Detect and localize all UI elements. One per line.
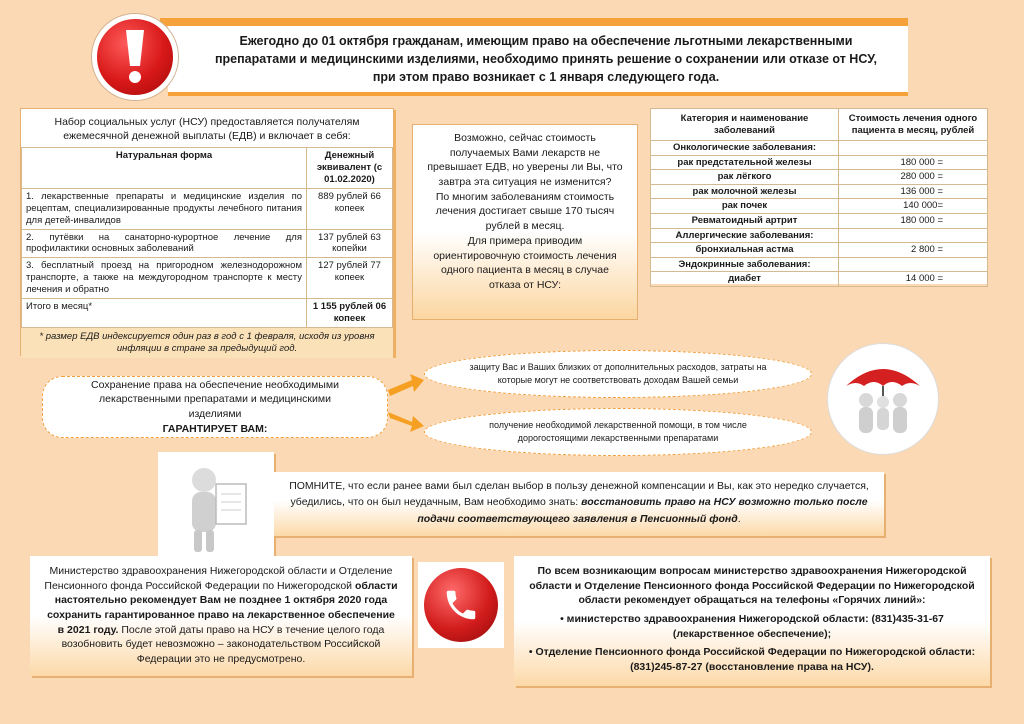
disease-cost: 140 000=: [839, 199, 988, 214]
disease-name: бронхиальная астма: [651, 243, 839, 258]
warning-text-1: Возможно, сейчас стоимость получаемых Вами лекарств не превышает ЕДВ, но уверены ли Вы, что завтра эта ситуация не изменится?: [427, 132, 623, 189]
remember-end: .: [737, 512, 741, 525]
nsu-info-block: [20, 108, 394, 356]
table-row: [22, 148, 393, 189]
disease-name: диабет: [651, 272, 839, 287]
guarantee-strong: ГАРАНТИРУЕТ ВАМ:: [162, 422, 268, 435]
phone-icon-box: [418, 562, 504, 648]
arrows-icon: [386, 368, 426, 438]
remember-emphasis: восстановить право на НСУ возможно только после подачи соответствующего заявления в Пенсионный фонд: [417, 496, 868, 525]
exclamation-icon: [92, 14, 178, 100]
cost-warning-box: [412, 124, 638, 320]
warning-text-2: По многим заболеваниям стоимость лечения достигает свыше 170 тысяч рублей в месяц.: [435, 190, 615, 233]
header-accent-bar: [160, 18, 908, 26]
remember-text: ПОМНИТЕ, что если ранее вами был сделан выбор в пользу денежной компенсации и Вы, как это нередко случается, убедились, что он был неудачным, Вам необходимо знать:: [289, 480, 869, 509]
guarantee-item-1: [424, 350, 812, 398]
col-cost: Стоимость лечения одного пациента в месяц, рублей: [839, 109, 988, 141]
col-natural: Натуральная форма: [22, 148, 307, 189]
nsu-row-value: 889 рублей 66 копеек: [307, 188, 393, 229]
header-banner: [168, 26, 908, 96]
disease-name: рак предстательной железы: [651, 155, 839, 170]
table-row: [22, 229, 393, 258]
category-endocrine: Эндокринные заболевания:: [651, 257, 839, 272]
hotline-item-ministry: • министерство здравоохранения Нижегородской области: (831)435-31-67 (лекарственное обеспечение);: [560, 613, 944, 640]
umbrella-family-icon: [828, 344, 938, 454]
disease-cost: 136 000 =: [839, 184, 988, 199]
table-row: [651, 243, 988, 258]
disease-name: рак почек: [651, 199, 839, 214]
col-money: Денежный эквивалент (с 01.02.2020): [307, 148, 393, 189]
nsu-intro: Набор социальных услуг (НСУ) предоставляется получателям ежемесячной денежной выплаты (ЕДВ) и включает в себя:: [54, 116, 360, 143]
guarantee-item-text: защиту Вас и Ваших близких от дополнительных расходов, затраты на которые могут не соответствовать доходам Вашей семьи: [469, 361, 767, 385]
table-row: [651, 272, 988, 287]
nsu-row-value: 127 рублей 77 копеек: [307, 258, 393, 299]
category-oncology: Онкологические заболевания:: [651, 141, 839, 156]
nsu-total-value: 1 155 рублей 06 копеек: [307, 298, 393, 327]
hotline-intro: По всем возникающим вопросам министерство здравоохранения Нижегородской области и Отделение Пенсионного фонда Российской Федерации по Нижегородской области рекомендует обращаться на телефоны «Горячих линий»:: [529, 565, 975, 607]
nsu-row-text: 3. бесплатный проезд на пригородном железнодорожном транспорте, а также на междугородном транспорте к месту лечения и обратно: [22, 258, 307, 299]
guarantee-item-2: [424, 408, 812, 456]
hotline-box: [514, 556, 990, 686]
remember-box: [274, 472, 884, 536]
treatment-cost-block: [650, 108, 988, 284]
ministry-text-1: Министерство здравоохранения Нижегородской области и Отделение Пенсионного фонда Российской Федерации по Нижегородской: [44, 565, 393, 592]
ministry-recommendation-box: [30, 556, 412, 676]
table-row: [651, 184, 988, 199]
table-row: [651, 199, 988, 214]
nsu-row-text: 1. лекарственные препараты и медицинские изделия по рецептам, специализированные продукты лечебного питания для детей-инвалидов: [22, 188, 307, 229]
nsu-footnote: * размер ЕДВ индексируется один раз в год с 1 февраля, исходя из уровня инфляции в стране за предыдущий год.: [21, 328, 393, 359]
disease-cost: 280 000 =: [839, 170, 988, 185]
hotline-item-pension: • Отделение Пенсионного фонда Российской Федерации по Нижегородской области: (831)245-87-27 (восстановление права на НСУ).: [528, 646, 976, 674]
disease-name: рак лёгкого: [651, 170, 839, 185]
warning-text-3: Для примера приводим ориентировочную стоимость лечения одного пациента в месяц в случае отказа от НСУ:: [433, 234, 617, 291]
disease-cost: 180 000 =: [839, 155, 988, 170]
col-category: Категория и наименование заболеваний: [651, 109, 839, 141]
guarantee-text: Сохранение права на обеспечение необходимыми лекарственными препаратами и медицинскими изделиями: [91, 378, 339, 420]
table-row: [22, 188, 393, 229]
table-row: [22, 298, 393, 327]
disease-name: Ревматоидный артрит: [651, 213, 839, 228]
table-row: [651, 109, 988, 141]
disease-cost: 180 000 =: [839, 213, 988, 228]
guarantee-item-text: получение необходимой лекарственной помощи, в том числе дорогостоящими лекарственными препаратами: [489, 419, 747, 443]
nsu-row-value: 137 рублей 63 копейки: [307, 229, 393, 258]
table-row: [651, 228, 988, 243]
category-allergy: Аллергические заболевания:: [651, 228, 839, 243]
ministry-text-3: После этой даты право на НСУ в течение целого года возобновить будет невозможно – законодательством Российской Федерации это не предусмотрено.: [61, 623, 385, 666]
header-text: Ежегодно до 01 октября гражданам, имеющим право на обеспечение льготными лекарственными препаратами и медицинскими изделиями, необходимо принять решение о сохранении или отказе от НСУ, при этом право возникает с 1 января следующего года.: [214, 33, 878, 85]
person-document-icon: [158, 452, 274, 560]
table-row: [651, 155, 988, 170]
nsu-table: [21, 147, 393, 327]
table-row: [22, 258, 393, 299]
table-row: [651, 257, 988, 272]
table-row: [651, 213, 988, 228]
phone-icon: [424, 568, 498, 642]
disease-cost: 2 800 =: [839, 243, 988, 258]
nsu-row-text: 2. путёвки на санаторно-курортное лечение для профилактики основных заболеваний: [22, 229, 307, 258]
treatment-cost-table: [650, 108, 988, 287]
disease-cost: 14 000 =: [839, 272, 988, 287]
table-row: [651, 170, 988, 185]
nsu-total-label: Итого в месяц*: [22, 298, 307, 327]
disease-name: рак молочной железы: [651, 184, 839, 199]
guarantee-box: [42, 376, 388, 438]
table-row: [651, 141, 988, 156]
ministry-text-2: области настоятельно рекомендует Вам не позднее 1 октября 2020 года сохранить гарантированное право на лекарственное обеспечение в 2021 году.: [47, 579, 398, 636]
